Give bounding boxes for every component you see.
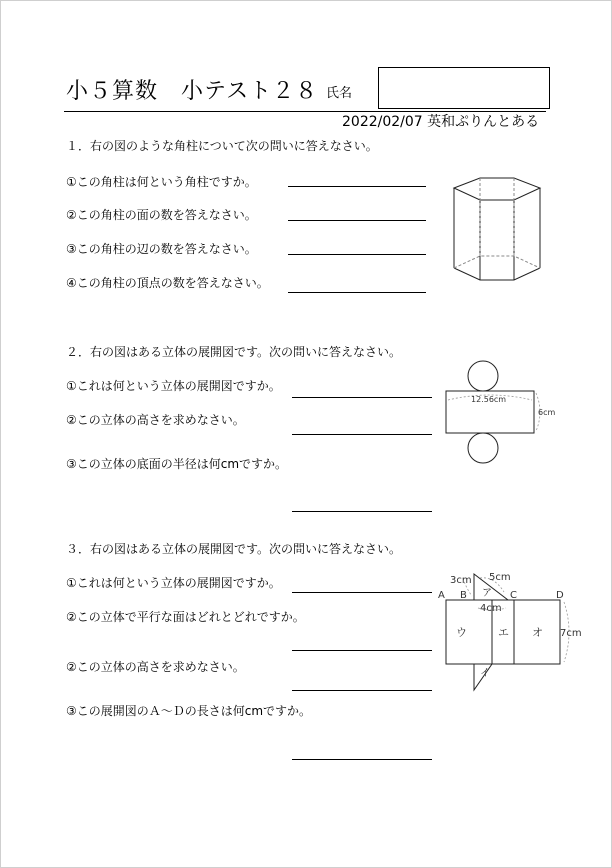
q3-answer-1[interactable] [292,592,432,593]
q1-item-2: ②この角柱の面の数を答えなさい。 [66,208,257,222]
q2-item-2: ②この立体の高さを求めなさい。 [66,413,245,427]
q2-answer-3[interactable] [292,511,432,512]
date-author: 2022/02/07 英和ぷりんとある [342,114,540,130]
q1-answer-3[interactable] [288,254,426,255]
face-o-label: オ [532,626,543,639]
q3-item-2: ②この立体で平行な面はどれとどれですか。 [66,610,305,624]
q1-item-3: ③この角柱の辺の数を答えなさい。 [66,242,257,256]
q1-answer-2[interactable] [288,220,426,221]
dim-5cm-label: 5cm [489,572,511,583]
q2-answer-2[interactable] [292,434,432,435]
q1-item-4: ④この角柱の頂点の数を答えなさい。 [66,276,269,290]
cylinder-net-figure [440,356,570,468]
cylinder-bottom-circle [468,433,498,463]
hexagonal-prism-figure [448,176,548,292]
dim-4cm-label: 4cm [480,603,502,614]
q3-answer-4[interactable] [292,759,432,760]
q1-answer-4[interactable] [288,292,426,293]
face-u-label: ウ [456,626,467,639]
point-d-label: D [556,590,564,601]
face-a-label: ア [482,588,492,599]
point-b-label: B [460,590,467,601]
cylinder-width-label: 12.56cm [471,395,507,404]
q1-answer-1[interactable] [288,186,426,187]
cylinder-top-circle [468,361,498,391]
q2-item-1: ①これは何という立体の展開図ですか。 [66,379,281,393]
dim-3cm-label: 3cm [450,575,472,586]
q3-prompt: ３．右の図はある立体の展開図です。次の問いに答えなさい。 [66,542,402,556]
q3-item-4: ③この展開図のＡ～Ｄの長さは何cmですか。 [66,704,312,718]
q3-answer-3[interactable] [292,690,432,691]
dim-7cm-label: 7cm [560,628,582,639]
name-label: 氏名 [326,86,353,101]
q3-item-3: ②この立体の高さを求めなさい。 [66,660,245,674]
q1-item-1: ①この角柱は何という角柱ですか。 [66,175,257,189]
q2-prompt: ２．右の図はある立体の展開図です。次の問いに答えなさい。 [66,345,402,359]
q2-answer-1[interactable] [292,397,432,398]
point-c-label: C [510,590,517,601]
name-field[interactable] [378,67,550,109]
q3-answer-2[interactable] [292,650,432,651]
triangular-prism-net-figure [436,568,586,696]
q3-item-1: ①これは何という立体の展開図ですか。 [66,576,281,590]
page-title: 小５算数 小テスト２８ [66,79,319,104]
point-a-label: A [438,590,445,601]
face-i-label: イ [480,668,490,679]
q1-prompt: １．右の図のような角柱について次の問いに答えなさい。 [66,139,378,153]
q2-item-3: ③この立体の底面の半径は何cmですか。 [66,457,288,471]
cylinder-height-label: 6cm [538,408,556,417]
face-e-label: エ [498,626,509,639]
